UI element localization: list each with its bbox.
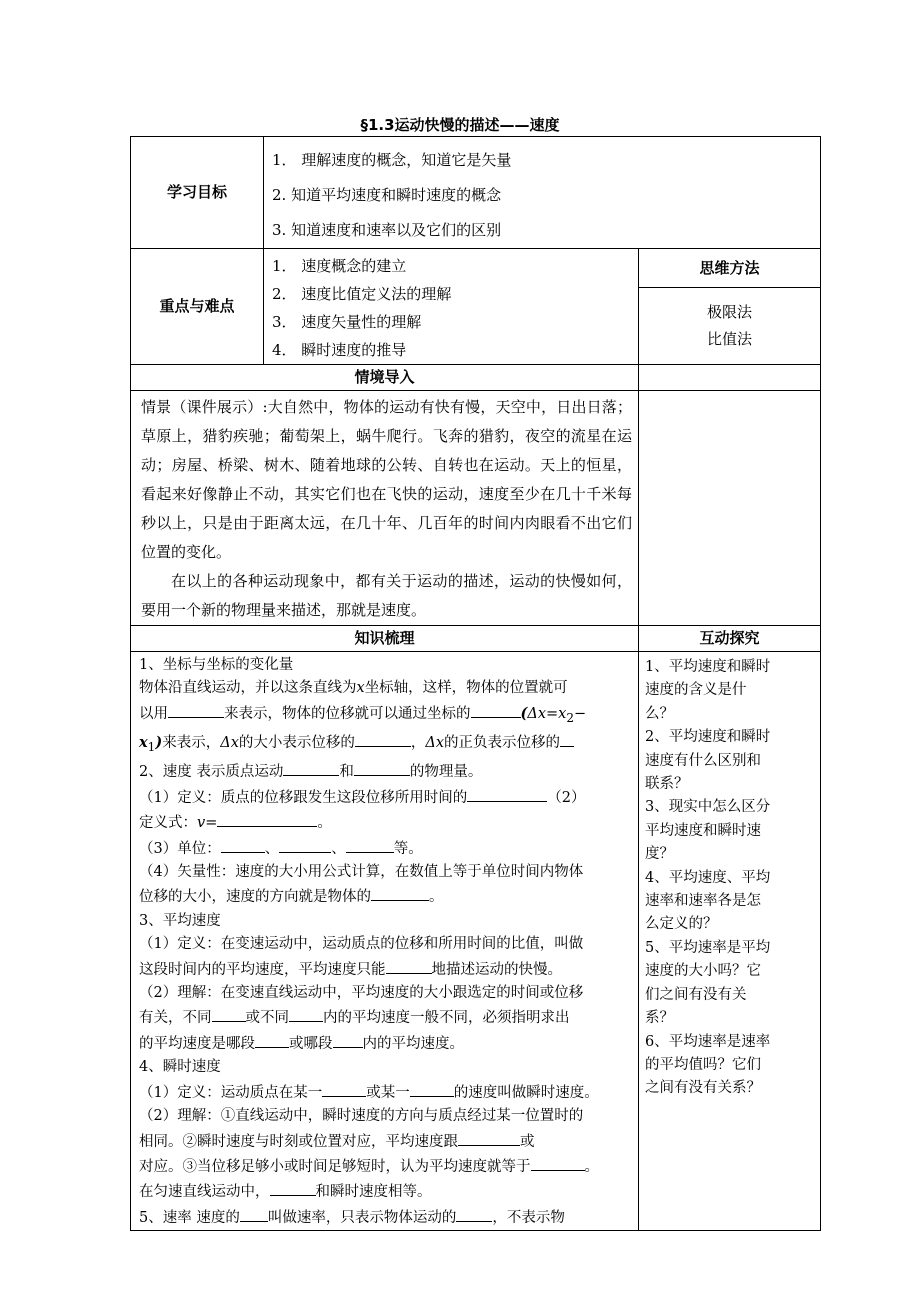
goals-list <box>264 137 821 249</box>
explore-line: 速率和速率各是怎 <box>645 893 761 910</box>
key-point-item: 4． 瞬时速度的推导 <box>272 341 407 359</box>
blank <box>168 701 224 718</box>
explore-line: 1、平均速度和瞬时 <box>645 659 771 675</box>
knowledge-line: 以用 来表示，物体的位移就可以通过坐标的 ($\Delta x=x_2-$ <box>139 701 634 730</box>
key-point-item: 2． 速度比值定义法的理解 <box>272 285 452 303</box>
knowledge-line: 这段时间内的平均速度，平均速度只能 地描述运动的快慢。 <box>139 957 634 982</box>
blank <box>458 1129 520 1146</box>
knowledge-line: 4、瞬时速度 <box>139 1059 221 1076</box>
blank <box>240 1205 268 1222</box>
explore-line: 平均速度和瞬时速 <box>645 822 761 839</box>
knowledge-line: （3）单位： 、 、 等。 <box>139 836 634 861</box>
knowledge-line: 物体沿直线运动，并以这条直线为x坐标轴，这样，物体的位置就可 <box>139 680 568 697</box>
blank <box>560 730 574 747</box>
explore-line: 速度的含义是什 <box>645 682 747 699</box>
knowledge-line: 3、平均速度 <box>139 912 221 929</box>
blank <box>386 957 432 974</box>
blank <box>221 836 265 853</box>
key-point-item: 3． 速度矢量性的理解 <box>272 313 422 331</box>
explore-line: 度？ <box>645 846 674 863</box>
blank <box>212 1005 246 1022</box>
knowledge-line: 相同。②瞬时速度与时刻或位置对应，平均速度跟 或 <box>139 1129 634 1154</box>
knowledge-line: 定义式：v= 。 <box>139 810 634 835</box>
knowledge-line: 2、速度 表示质点运动 和 的物理量。 <box>139 759 634 784</box>
explore-line: 的平均值吗？它们 <box>645 1056 761 1073</box>
knowledge-line: 对应。③当位移足够小或时间足够短时，认为平均速度就等于 。 <box>139 1154 634 1179</box>
goal-item: 3. 知道速度和速率以及它们的区别 <box>272 221 502 239</box>
knowledge-line: 1、坐标与坐标的变化量 <box>139 657 294 673</box>
knowledge-line: （1）定义：运动质点在某一 或某一 的速度叫做瞬时速度。 <box>139 1080 634 1105</box>
intro-label: 情境导入 <box>131 365 639 391</box>
blank <box>322 1080 366 1097</box>
explore-line: 4、平均速度、平均 <box>645 869 771 886</box>
knowledge-line: 有关，不同 或不同 内的平均速度一般不同，必须指明求出 <box>139 1005 634 1030</box>
blank <box>467 785 547 802</box>
explore-line: 系？ <box>645 1010 674 1027</box>
explore-line: 5、平均速率是平均 <box>645 939 771 956</box>
intro-side-blank <box>639 391 821 626</box>
explore-line: 速度有什么区别和 <box>645 752 761 769</box>
key-point-item: 1． 速度概念的建立 <box>272 257 407 275</box>
intro-side-empty <box>639 365 821 391</box>
intro-text <box>131 391 639 626</box>
knowledge-line: （4）矢量性：速度的大小用公式计算，在数值上等于单位时间内物体 <box>139 864 584 881</box>
knowledge-line: （1）定义：质点的位移跟发生这段位移所用时间的 （2） <box>139 785 634 810</box>
knowledge-line: $x_1$)来表示，Δx的大小表示位移的 ，Δx的正负表示位移的 <box>139 730 634 759</box>
key-points-label: 重点与难点 <box>131 249 264 365</box>
goal-item: 1． 理解速度的概念，知道它是矢量 <box>272 151 512 169</box>
knowledge-label: 知识梳理 <box>131 626 639 652</box>
knowledge-line: （1）定义：在变速运动中，运动质点的位移和所用时间的比值，叫做 <box>139 936 584 953</box>
thinking-item: 极限法 <box>707 303 753 322</box>
blank <box>289 1005 323 1022</box>
blank <box>283 759 339 776</box>
blank <box>354 759 410 776</box>
blank <box>346 836 394 853</box>
explore-line: 3、现实中怎么区分 <box>645 799 771 816</box>
knowledge-line: 位移的大小，速度的方向就是物体的 。 <box>139 884 634 909</box>
thinking-item: 比值法 <box>707 330 753 349</box>
blank <box>456 1205 492 1222</box>
blank <box>410 1080 454 1097</box>
knowledge-line: 的平均速度是哪段 或哪段 内的平均速度。 <box>139 1031 634 1056</box>
goals-label: 学习目标 <box>131 137 264 249</box>
explore-line: 们之间有没有关 <box>645 986 747 1003</box>
explore-line: 联系？ <box>645 776 689 793</box>
thinking-label: 思维方法 <box>639 249 821 288</box>
blank <box>255 1031 289 1048</box>
knowledge-line: 在匀速直线运动中， 和瞬时速度相等。 <box>139 1179 634 1204</box>
intro-paragraph: 在以上的各种运动现象中，都有关于运动的描述，运动的快慢如何，要用一个新的物理量来描述，那就是速度。 <box>141 572 632 619</box>
explore-line: 6、平均速率是速率 <box>645 1033 771 1050</box>
blank <box>270 1179 316 1196</box>
explore-line: 之间有没有关系？ <box>645 1080 761 1097</box>
knowledge-line: 5、速率 速度的 叫做速率，只表示物体运动的 ，不表示物 <box>139 1205 634 1230</box>
page-title: §1.3运动快慢的描述——速度 <box>360 116 560 134</box>
lesson-table <box>130 136 821 1231</box>
goal-item: 2. 知道平均速度和瞬时速度的概念 <box>272 186 502 204</box>
knowledge-line: （2）理解：①直线运动中，瞬时速度的方向与质点经过某一位置时的 <box>139 1108 584 1125</box>
explore-line: 2、平均速度和瞬时 <box>645 729 771 746</box>
blank <box>531 1154 585 1171</box>
explore-line: 么？ <box>645 705 674 722</box>
explore-label: 互动探究 <box>639 626 821 652</box>
blank <box>279 836 331 853</box>
key-points-list <box>264 249 639 365</box>
blank <box>333 1031 363 1048</box>
thinking-methods <box>639 288 821 365</box>
knowledge-body <box>131 652 639 1231</box>
blank <box>217 810 317 827</box>
explore-questions <box>639 652 821 1231</box>
explore-line: 么定义的？ <box>645 916 718 933</box>
explore-line: 速度的大小吗？它 <box>645 963 761 980</box>
blank <box>471 701 521 718</box>
blank <box>355 730 411 747</box>
blank <box>371 884 429 901</box>
knowledge-line: （2）理解：在变速直线运动中，平均速度的大小跟选定的时间或位移 <box>139 985 584 1002</box>
intro-paragraph: 情景（课件展示）:大自然中，物体的运动有快有慢，天空中，日出日落；草原上，猎豹疾驰；葡萄架上，蜗牛爬行。飞奔的猎豹，夜空的流星在运动；房屋、桥梁、树木、随着地球的公转、自转也在运动。天上的恒星，看起来好像静止不动，其实它们也在飞快的运动，速度至少在几十千米每秒以上，只是由于距离太远，在几十年、几百年的时间内肉眼看不出它们位置的变化。 <box>141 398 632 561</box>
